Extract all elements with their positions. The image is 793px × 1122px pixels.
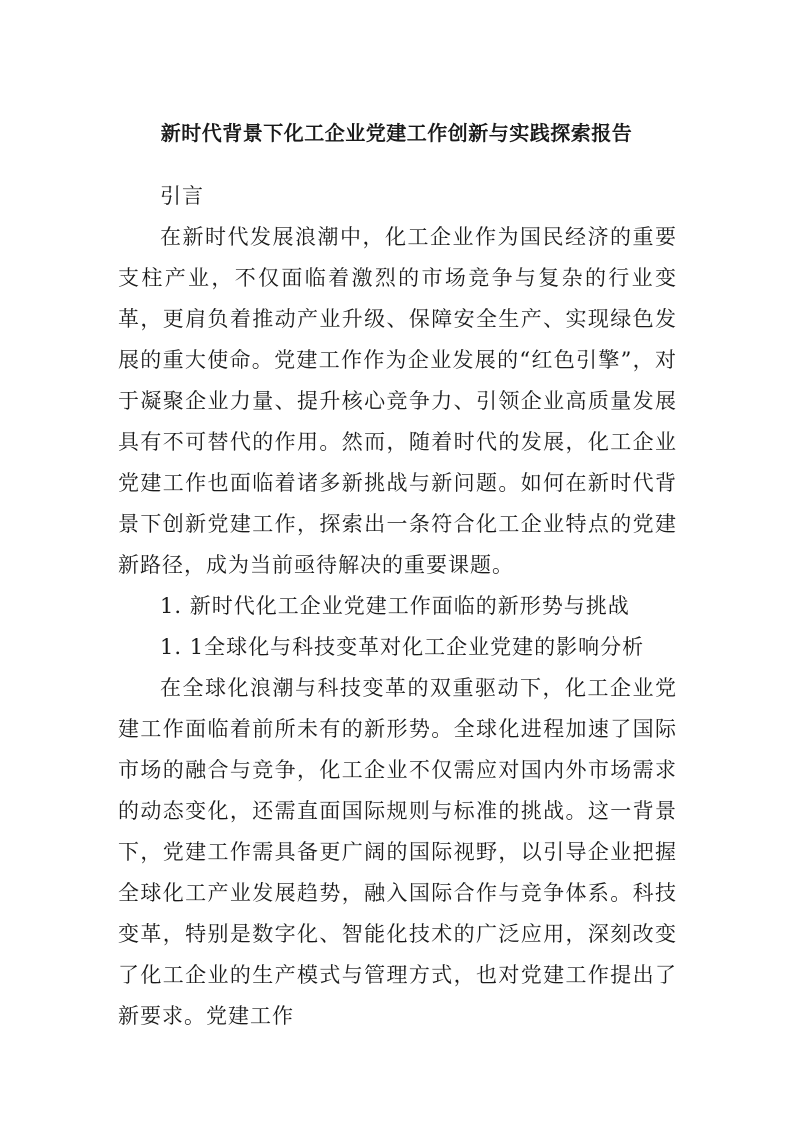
intro-heading: 引言 [160,184,204,208]
document-title: 新时代背景下化工企业党建工作创新与实践探索报告 [160,121,633,145]
section-1-heading: 1. 新时代化工企业党建工作面临的新形势与挑战 [160,594,630,618]
document-body [118,176,677,1037]
intro-paragraph: 在新时代发展浪潮中，化工企业作为国民经济的重要支柱产业，不仅面临着激烈的市场竞争与复杂的行业变革，更肩负着推动产业升级、保障安全生产、实现绿色发展的重大使命。党建工作作为企业发展的“红色引擎”，对于凝聚企业力量、提升核心竞争力、引领企业高质量发展具有不可替代的作用。然而，随着时代的发展，化工企业党建工作也面临着诸多新挑战与新问题。如何在新时代背景下创新党建工作，探索出一条符合化工企业特点的党建新路径，成为当前亟待解决的重要课题。 [118,225,677,577]
section-1-1-paragraph: 在全球化浪潮与科技变革的双重驱动下，化工企业党建工作面临着前所未有的新形势。全球化进程加速了国际市场的融合与竞争，化工企业不仅需应对国内外市场需求的动态变化，还需直面国际规则与标准的挑战。这一背景下，党建工作需具备更广阔的国际视野，以引导企业把握全球化工产业发展趋势，融入国际合作与竞争体系。科技变革，特别是数字化、智能化技术的广泛应用，深刻改变了化工企业的生产模式与管理方式，也对党建工作提出了新要求。党建工作 [118,676,677,1028]
section-1-1-heading: 1. 1全球化与科技变革对化工企业党建的影响分析 [160,635,645,659]
